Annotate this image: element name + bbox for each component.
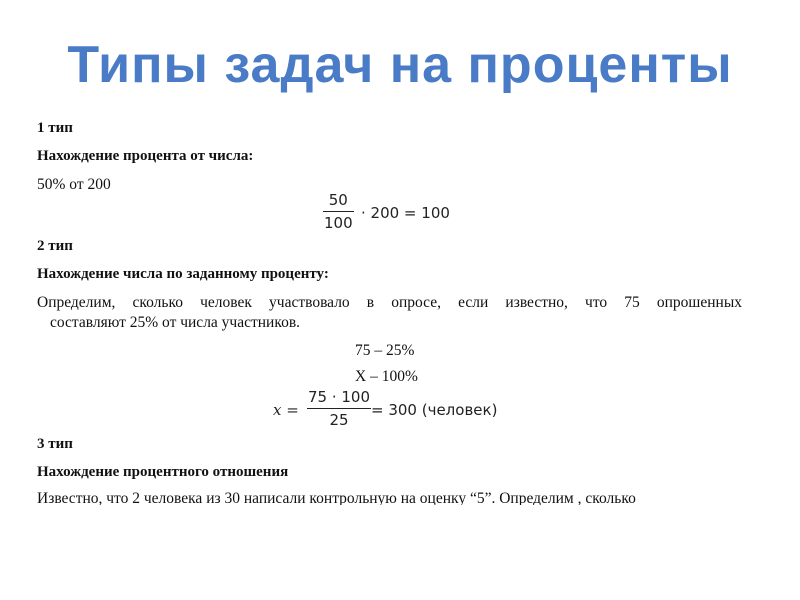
type1-formula-rest: · 200 = 100 xyxy=(361,204,450,222)
type3-subtitle: Нахождение процентного отношения xyxy=(37,464,289,480)
type2-subtitle: Нахождение числа по заданному проценту: xyxy=(37,266,329,282)
type1-fraction xyxy=(323,190,354,233)
fraction-bar xyxy=(307,408,371,409)
type2-heading: 2 тип xyxy=(37,238,73,254)
type2-denominator: 25 xyxy=(329,411,349,429)
type2-proportion-line1: 75 – 25% xyxy=(355,342,415,359)
type3-problem-partial: Известно, что 2 человека из 30 написали контрольную на оценку “5”. Определим , сколько xyxy=(37,490,636,505)
type1-numerator: 50 xyxy=(328,191,348,209)
type2-problem-line1: Определим, сколько человек участвовало в опросе, если известно, что 75 опрошенных xyxy=(37,294,742,311)
type2-numerator: 75 · 100 xyxy=(308,388,371,406)
type2-formula-rest: = 300 (человек) xyxy=(371,401,498,419)
type1-subtitle: Нахождение процента от числа: xyxy=(37,148,254,164)
type2-problem-line2: составляют 25% от числа участников. xyxy=(50,314,301,331)
type2-formula-lhs: x = xyxy=(273,401,299,419)
type3-heading: 3 тип xyxy=(37,436,73,452)
type1-example: 50% от 200 xyxy=(37,176,111,193)
fraction-bar xyxy=(323,211,354,212)
type2-proportion-line2: X – 100% xyxy=(355,368,418,385)
type2-fraction xyxy=(307,387,371,430)
content-body xyxy=(37,118,747,505)
slide-title: Типы задач на проценты xyxy=(67,36,733,94)
type1-heading: 1 тип xyxy=(37,120,73,136)
type1-denominator: 100 xyxy=(324,214,353,232)
